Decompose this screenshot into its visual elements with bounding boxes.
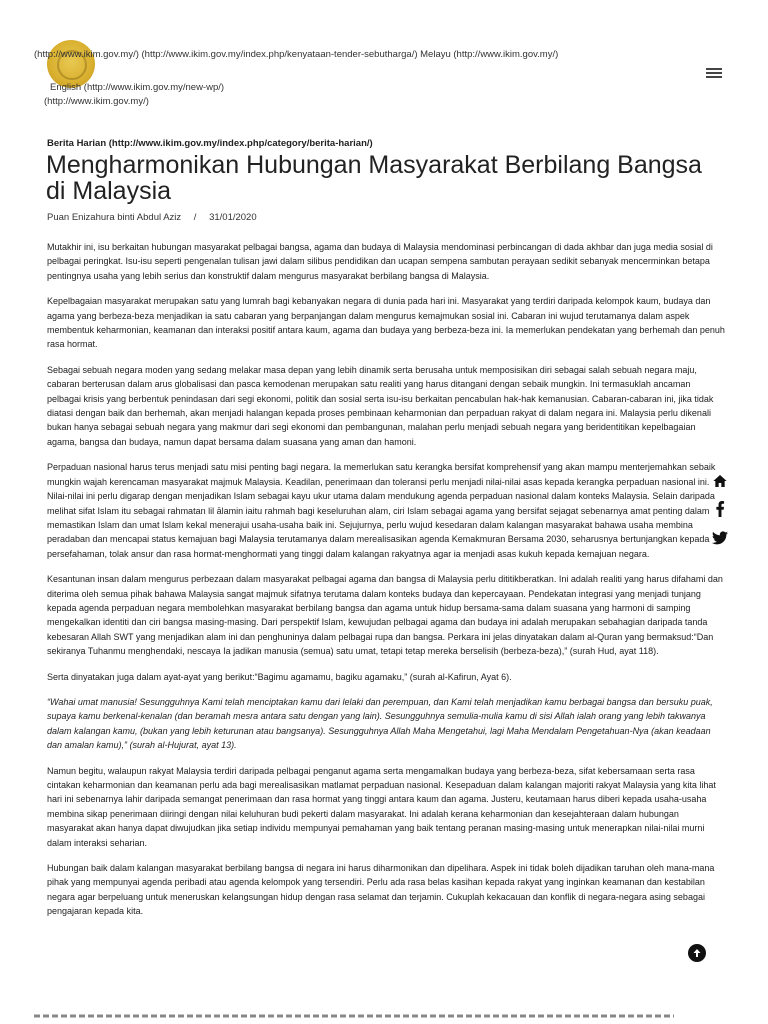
page-title: Mengharmonikan Hubungan Masyarakat Berbilang Bangsa di Malaysia bbox=[46, 151, 702, 205]
article-paragraph: “Wahai umat manusia! Sesungguhnya Kami telah menciptakan kamu dari lelaki dan perempuan, dan Kami telah menjadikan kamu berbagai bangsa dan bersuku puak, supaya kamu berkenal-kenalan (dan beramah mesra antara satu dengan yang lain). Sesungguhnya semulia-mulia kamu di sisi Allah ialah orang yang lebih takwanya dalam kalangan kamu, (bukan yang lebih keturunan atau bangsanya). Sesungguhnya Allah Maha Mengetahui, lagi Maha Mendalam Pengetahuan-Nya (akan keadaan dan amalan kamu),” (surah al-Hujurat, ayat 13). bbox=[47, 696, 713, 751]
article-paragraph: Perpaduan nasional harus terus menjadi satu misi penting bagi negara. Ia memerlukan satu kerangka bersifat komprehensif yang akan mampu menterjemahkan sebaik mungkin wajah kerencaman masyarakat majmuk Malaysia. Keadilan, penerimaan dan toleransi perlu menjadi nilai-nilai asas kepada kerangka perpaduan nasional ini. Nilai-nilai ini perlu digarap dengan menjadikan Islam sebagai kayu ukur utama dalam mendukung agenda perpaduan nasional dalam konteks Malaysia. Selain daripada melihat sifat Islam itu sebagai rahmatan lil ālamin iaitu rahmah bagi keseluruhan alam, ciri Islam sebagai agama yang bersifat sejagat sebenarnya amat penting dalam memastikan Islam dan umat Islam kekal menerajui usaha-usaha baik ini. Sejujurnya, perlu wujud kesedaran dalam kalangan masyarakat bahawa usaha membina peradaban dan mencapai status kemajuan bagi Malaysia terutamanya dalam merealisasikan agenda Kemakmuran Bersama 2030, seharusnya bertunjangkan kepada persefahaman, tolak ansur dan rasa hormat-menghormati yang tinggi dalam kalangan rakyatnya agar ia menjadi asas kukuh kepada kemajuan negara. bbox=[47, 462, 716, 559]
header-links bbox=[34, 48, 558, 109]
top-link-line[interactable]: (http://www.ikim.gov.my/) (http://www.ikim.gov.my/index.php/kenyataan-tender-sebutharga/) Melayu (http://www.ikim.gov.my/) bbox=[34, 49, 559, 60]
article-paragraph: Namun begitu, walaupun rakyat Malaysia terdiri daripada pelbagai penganut agama serta mengamalkan budaya yang berbeza-beza, sifat kebersamaan serta rasa cintakan keharmonian dan keamanan perlu ada bagi merealisasikan matlamat perpaduan nasional. Kesepaduan dalam kalangan majoriti rakyat Malaysia yang kita lihat hari ini sebenarnya lahir daripada semangat penerimaan dan rasa hormat yang tinggi antara kaum dan agama. Justeru, keutamaan harus diberi kepada usaha-usaha membina sikap penerimaan diiringi dengan nilai keluhuran budi pekerti dalam masyarakat. Ini adalah kerana keharmonian dan kesejahteraan dalam hubungan masyarakat akan hanya dapat diwujudkan jika setiap individu mempunyai pemahaman yang baik tentang peranan masing-masing untuk menerapkan nilai-nilai murni dalam interaksi seharian. bbox=[47, 765, 716, 848]
article-body bbox=[47, 240, 725, 930]
article-paragraph: Sebagai sebuah negara moden yang sedang melakar masa depan yang lebih dinamik serta berusaha untuk memposisikan diri sebagai salah sebuah negara maju, cabaran berterusan dalam arus globalisasi dan pasca kemodenan merupakan satu realiti yang harus ditangani dengan sebaik mungkin. Ini termasuklah ancaman pelbagai krisis yang berbentuk penindasan dari segi ekonomi, politik dan sosial serta isu-isu berkaitan pencabulan hak-hak kemanusian. Cabaran-cabaran ini, jika tidak diatasi dengan baik dan berhemah, akan menjadi halangan kepada proses pembinaan keharmonian dan perpaduan rakyat di dalam negara ini. Malaysia perlu dikenali bukan hanya sebagai sebuah negara yang makmur dari segi ekonomi dan pembangunan, malahan perlu menjadi sebuah negara yang beridentitikan kepelbagaian agama, bangsa dan budaya, namun dapat bersama dalam suasana yang aman dan hamoni. bbox=[47, 364, 714, 447]
meta-separator: / bbox=[193, 212, 197, 223]
author-link[interactable]: Puan Enizahura binti Abdul Aziz bbox=[47, 212, 182, 223]
article-meta bbox=[47, 212, 257, 223]
twitter-icon[interactable] bbox=[709, 527, 731, 549]
article-paragraph: Hubungan baik dalam kalangan masyarakat berbilang bangsa di negara ini harus diharmonikan dan dipelihara. Aspek ini tidak boleh dijadikan taruhan oleh mana-mana pihak yang mempunyai agenda peribadi atau agenda kelompok yang tersendiri. Perlu ada rasa belas kasihan kepada rakyat yang inginkan keamanan dan kestabilan negara agar berpeluang untuk meneruskan kelangsungan hidup dengan rasa selamat dan terjamin. Cukuplah kekacauan dan konflik di negara-negara asing sebagai pengajaran kepada kita. bbox=[47, 863, 715, 917]
home-icon[interactable] bbox=[709, 470, 731, 492]
article-paragraph: Kepelbagaian masyarakat merupakan satu yang lumrah bagi kebanyakan negara di dunia pada hari ini. Masyarakat yang terdiri daripada kelompok kaum, budaya dan agama yang berbeza-beza menjadikan ia satu cabaran yang berpanjangan dalam mengurus kemajmukan sosial ini. Cabaran ini wujud terutamanya dalam aspek membentuk keharmonian, keamanan dan interaksi positif antara kaum, agama dan budaya yang berbeza-beza ini. Ia memerlukan pendekatan yang berhemah dan penuh rasa hormat. bbox=[47, 296, 725, 350]
article-paragraph: Serta dinyatakan juga dalam ayat-ayat yang berikut:“Bagimu agamamu, bagiku agamaku,” (surah al-Kafirun, Ayat 6). bbox=[47, 671, 512, 682]
hamburger-icon[interactable] bbox=[706, 68, 722, 78]
facebook-icon[interactable] bbox=[709, 498, 731, 520]
english-link[interactable]: English (http://www.ikim.gov.my/new-wp/) bbox=[50, 82, 225, 93]
arrow-up-icon[interactable] bbox=[688, 944, 706, 962]
home-link[interactable]: (http://www.ikim.gov.my/) bbox=[44, 96, 149, 107]
publish-date: 31/01/2020 bbox=[209, 212, 257, 223]
category-link[interactable]: Berita Harian (http://www.ikim.gov.my/index.php/category/berita-harian/) bbox=[47, 138, 373, 149]
article-paragraph: Mutakhir ini, isu berkaitan hubungan masyarakat pelbagai bangsa, agama dan budaya di Malaysia mendominasi perbincangan di dada akhbar dan juga media sosial di pelbagai peringkat. Isu-isu seperti pengenalan tulisan jawi dalam silibus pendidikan dan ucapan sempena sambutan perayaan sedikit sebanyak mencerminkan betapa pentingnya usaha yang lebih serius dan konstruktif dalam mengurus masyarakat berbilang bangsa di Malaysia. bbox=[47, 242, 713, 281]
article-paragraph: Kesantunan insan dalam mengurus perbezaan dalam masyarakat pelbagai agama dan bangsa di Malaysia perlu dititikberatkan. Ini adalah realiti yang harus difahami dan diterima oleh semua pihak bahawa Malaysia sangat majmuk sifatnya terutama dalam konteks budaya dan kepercayaan. Pendekatan integrasi yang menjadi tunjang kepada agenda perpaduan negara membolehkan masyarakat berbilang bangsa dan agama untuk hidup bersama-sama dalam suasana yang harmoni di samping mengekalkan identiti dan ciri bangsa masing-masing. Dari perspektif Islam, kewujudan pelbagai agama dan budaya ini adalah merupakan sebahagian daripada tanda kebesaran Allah SWT yang menjadikan alam ini dan penghuninya dalam pelbagai rupa dan bangsa. Perkara ini jelas dinyatakan dalam al-Quran yang bermaksud:“Dan sekiranya Tuhanmu menghendaki, nescaya Ia jadikan manusia (semua) satu umat, tetapi tetap mereka berselisih (berbeza-beza),” (surah Hud, ayat 118). bbox=[47, 574, 723, 657]
cropped-footer-text bbox=[34, 1010, 674, 1024]
